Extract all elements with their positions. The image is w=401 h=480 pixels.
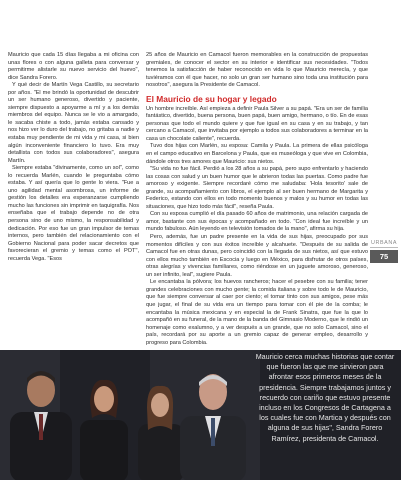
section-heading: El Mauricio de su hogar y legado	[146, 93, 277, 104]
right-text-column	[146, 52, 368, 347]
body-paragraph: Le encantaba la pólvora; los huevos rancheros; hacer el pesebre con su familia; tener grandes celebraciones con mucho gente; la comida italiana y sobre todo le de Mauricio, que fue siempre conversar al caer por ciento; el tomar tinto con sus amigos, pese más que jugar, el final de su vida era un tiempo para tomar con él pie de la comba; le encantaba la música mexicana y en especial la de Frank Sinatra, que fue la que lo acompañó en su funeral, de la mano de la banda del Gimnasio Moderno, que le rindió un homenaje como exalumno, y a ver después a un grande, que no solo Camacol, sino el país, recordará por su aporte a un gremio capaz de generar empleo, desarrollo y progreso para Colombia.	[146, 279, 368, 346]
section-tab	[370, 240, 398, 263]
body-paragraph: "Su vida no fue fácil. Perdió a los 28 años a su papá, pero supo enfrentarlo y haciendo las cosas con salud y un buen humor que le abrieron todas las puertas. Como padre fue amoroso y exigente. Siempre recordaré cómo me saludaba: 'Hola tesorito' sale de grande, su acompañamiento con libros, el ejemplo al ser buen hermano de Margarita y Federico, estando con ellos en todo momento buenos y malos y su humor en todas las situaciones, que hizo todo más fácil", reseña Paula.	[146, 166, 368, 210]
left-text-column	[8, 52, 139, 263]
left-paragraph: Y qué decir de Martín Vega Castillo, su secretario por años. "El me brindó la oportunidad de descubrir un ser humano generoso, divertido y paciente, siempre dispuesto a apoyarme a mí y a los demás miembros del equipo. Nunca se le vio a amargado, le sacaba chiste a todo, jamás estaba cansado y nos hizo ver lo duro del trabajo, no gritaba a nadie y estaba muy pendiente de mi vida y mi casa, si bien algún inconveniente financiero lo tuvo. Era muy detallista con todos sus colaboradores", asegura Martín.	[8, 82, 139, 164]
page-number: 75	[370, 250, 398, 263]
left-paragraph: Mauricio que cada 15 días llegaba a mi oficina con unas flores o con alguna galleta para conversar y permitirme alistarle su nuevo servicio del huevo", dice Sandra Forero.	[8, 52, 139, 81]
body-paragraph: Un hombre increíble. Así empieza a definir Paula Silver a su papá. "Era un ser de familia fantástico, divertido, buena persona, buen papá, buen amigo, hermano, o tío. En de esas personas que todo el mundo quiere y que fue igual en su casa y en su trabajo, y tan cercano a Camacol, que invitaba por ejemplo a todos sus colaboradores a terminar en la casa un chocolate caliente", recuerda.	[146, 105, 368, 142]
body-paragraph: Pero, además, fue un padre presente en la vida de sus hijas, preocupado por sus momentos difíciles y con sus éxitos increíble y alcahuete. "Después de su salida de Camacol fue en otras dunas, pero coincidió con la llegada de sus nietos, así que estuvo con ellos mucho también en Escocia y luego en México, para disfrutar de otros países, otras alegrías y vivencias familiares, como riéndose en un juguete amoroso, generoso, un ser infinito, leal", sugiere Paula.	[146, 234, 368, 278]
section-label: URBANA	[370, 240, 398, 246]
photo-caption: Mauricio cerca muchas historias que contar que fueron las que me sirvieron para afrontar esos primeros meses de la presidencia. Siempre trabajamos juntos y recuerdo con cariño que estuvo presente incluso en los Congresos de Cartagena a los cuales fue con Martica y después con alguna de sus hijas", Sandra Forero Ramírez, presidenta de Camacol.	[255, 352, 395, 443]
body-paragraph: Tuvo dos hijas con Marlén, su esposa: Camila y Paula. La primera de ellas psicóloga en el campo educativo en Barcelona y Paula, que es museóloga y que vive en Colombia, dándole otros tres amores que Mauricio: sus nietos.	[146, 143, 368, 165]
left-paragraph: Siempre estaba "divinamente, como un sol", como lo recuerda Marlén, cuando le preguntaba cómo estaba. Y así quería que lo gente lo viera. "Fue a uno agilidad mental asombrosa, un informe de gestión los detalles era esperanzarse cumpliendo mucho las funciones sin imprimir en taquigrafía. Nos enseñaba que el trabajo depende no de otra persona sino de uno mismo, la responsabilidad y dedicación. Por eso fue un gran impulsor de temas internos, pero también del relacionamiento con el Gobierno Nacional para poder sacar decretos que favorecieran el gremio y temas como el POT", recuerda Vega. "Esos	[8, 165, 139, 262]
body-paragraph: Con su esposa cumplió el día pasado 60 años de matrimonio, una relación cargada de amor, bastante con sus épocas y acompañado en todo. "Con ideal fue increíble y un mundo fabuloso. Aún leyendo en televisión tomados de la mano", afirma su hija.	[146, 211, 368, 233]
intro-paragraph: 25 años de Mauricio en Camacol fueron memorables en la construcción de propuestas gremiales, de conocer el sector en su interior e identificar sus necesidades. "Todos tenemos la satisfacción de haber reconocido en vida lo que Mauricio merecía, y que tuviéramos con él que hacer, no solo un gran ser humano sino toda una institución para nosotros", asegura la Presidente de Camacol.	[146, 52, 368, 89]
